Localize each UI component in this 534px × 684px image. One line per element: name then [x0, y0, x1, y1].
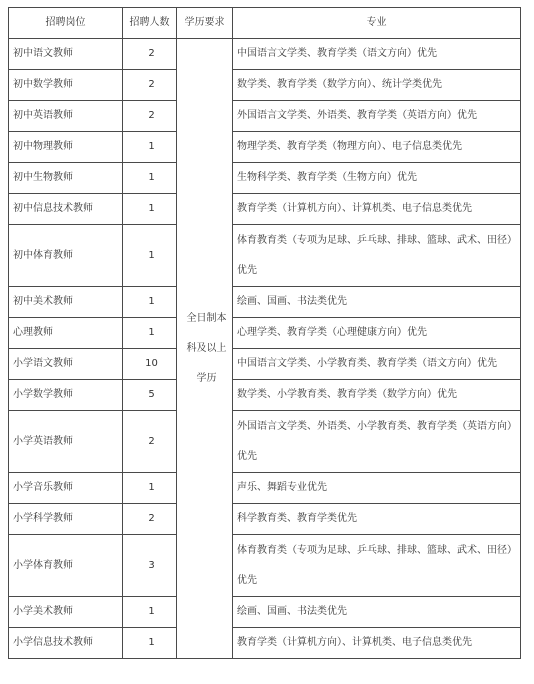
- count-cell: 2: [123, 504, 177, 535]
- position-cell: 小学语文教师: [9, 349, 123, 380]
- table-row: [9, 349, 521, 380]
- header-education: 学历要求: [177, 8, 233, 39]
- table-row: [9, 535, 521, 597]
- table-row: [9, 194, 521, 225]
- major-cell: 数学类、小学教育类、教育学类（数学方向）优先: [233, 380, 521, 411]
- position-cell: 心理教师: [9, 318, 123, 349]
- position-cell: 小学体育教师: [9, 535, 123, 597]
- position-cell: 小学英语教师: [9, 411, 123, 473]
- position-cell: 初中生物教师: [9, 163, 123, 194]
- major-cell: 教育学类（计算机方向）、计算机类、电子信息类优先: [233, 628, 521, 659]
- major-cell: 绘画、国画、书法类优先: [233, 287, 521, 318]
- table-header-row: [9, 8, 521, 39]
- count-cell: 2: [123, 70, 177, 101]
- major-cell: 教育学类（计算机方向）、计算机类、电子信息类优先: [233, 194, 521, 225]
- count-cell: 1: [123, 287, 177, 318]
- major-cell: 科学教育类、教育学类优先: [233, 504, 521, 535]
- major-cell: 中国语言文学类、小学教育类、教育学类（语文方向）优先: [233, 349, 521, 380]
- table-row: [9, 70, 521, 101]
- major-cell: 物理学类、教育学类（物理方向）、电子信息类优先: [233, 132, 521, 163]
- education-line: 科及以上: [186, 342, 227, 354]
- position-cell: 小学数学教师: [9, 380, 123, 411]
- major-cell: 中国语言文学类、教育学类（语文方向）优先: [233, 39, 521, 70]
- count-cell: 1: [123, 628, 177, 659]
- position-cell: 初中数学教师: [9, 70, 123, 101]
- table-row: [9, 628, 521, 659]
- major-cell: 体育教育类（专项为足球、乒乓球、排球、篮球、武术、田径）优先: [233, 225, 521, 287]
- recruitment-table: [8, 7, 521, 659]
- position-cell: 小学音乐教师: [9, 473, 123, 504]
- count-cell: 1: [123, 194, 177, 225]
- count-cell: 1: [123, 597, 177, 628]
- count-cell: 5: [123, 380, 177, 411]
- table-row: [9, 411, 521, 473]
- education-cell: [177, 39, 233, 659]
- count-cell: 1: [123, 473, 177, 504]
- table-row: [9, 287, 521, 318]
- count-cell: 1: [123, 318, 177, 349]
- major-cell: 数学类、教育学类（数学方向）、统计学类优先: [233, 70, 521, 101]
- position-cell: 小学科学教师: [9, 504, 123, 535]
- count-cell: 2: [123, 411, 177, 473]
- header-count: 招聘人数: [123, 8, 177, 39]
- table-row: [9, 318, 521, 349]
- table-row: [9, 380, 521, 411]
- header-major: 专业: [233, 8, 521, 39]
- table-row: [9, 473, 521, 504]
- count-cell: 10: [123, 349, 177, 380]
- count-cell: 1: [123, 225, 177, 287]
- header-position: 招聘岗位: [9, 8, 123, 39]
- table-row: [9, 163, 521, 194]
- position-cell: 小学信息技术教师: [9, 628, 123, 659]
- position-cell: 初中体育教师: [9, 225, 123, 287]
- table-row: [9, 597, 521, 628]
- major-cell: 外国语言文学类、外语类、教育学类（英语方向）优先: [233, 101, 521, 132]
- position-cell: 初中信息技术教师: [9, 194, 123, 225]
- major-cell: 声乐、舞蹈专业优先: [233, 473, 521, 504]
- position-cell: 初中英语教师: [9, 101, 123, 132]
- position-cell: 初中物理教师: [9, 132, 123, 163]
- position-cell: 初中语文教师: [9, 39, 123, 70]
- count-cell: 3: [123, 535, 177, 597]
- table-row: [9, 101, 521, 132]
- count-cell: 1: [123, 132, 177, 163]
- education-line: 学历: [196, 372, 217, 384]
- major-cell: 心理学类、教育学类（心理健康方向）优先: [233, 318, 521, 349]
- major-cell: 外国语言文学类、外语类、小学教育类、教育学类（英语方向）优先: [233, 411, 521, 473]
- position-cell: 初中美术教师: [9, 287, 123, 318]
- table-row: [9, 504, 521, 535]
- education-line: 全日制本: [186, 312, 227, 324]
- position-cell: 小学美术教师: [9, 597, 123, 628]
- count-cell: 2: [123, 101, 177, 132]
- count-cell: 2: [123, 39, 177, 70]
- major-cell: 体育教育类（专项为足球、乒乓球、排球、篮球、武术、田径）优先: [233, 535, 521, 597]
- count-cell: 1: [123, 163, 177, 194]
- table-row: [9, 39, 521, 70]
- table-row: [9, 132, 521, 163]
- major-cell: 生物科学类、教育学类（生物方向）优先: [233, 163, 521, 194]
- table-row: [9, 225, 521, 287]
- major-cell: 绘画、国画、书法类优先: [233, 597, 521, 628]
